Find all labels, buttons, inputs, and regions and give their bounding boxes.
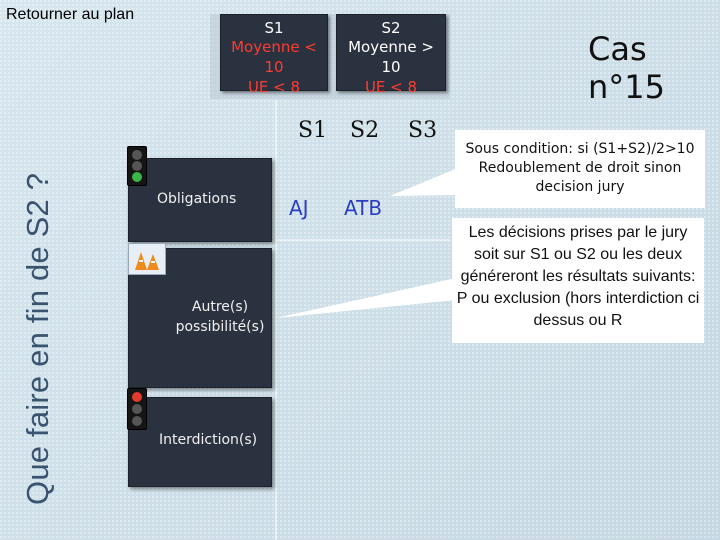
- traffic-light-icon: [127, 388, 147, 430]
- s2-header-box: [336, 14, 446, 96]
- case-label: Cas n°15: [588, 30, 665, 106]
- interdiction-panel: [128, 397, 272, 487]
- obligations-label: Obligations: [157, 191, 237, 207]
- obligation-s2-value: ATB: [344, 196, 383, 220]
- s2-header-average: Moyenne > 10: [348, 38, 434, 76]
- column-header-s2: S2: [350, 118, 380, 143]
- s1-header-box: [220, 14, 328, 96]
- jury-info-text: Les décisions prises par le jury soit sur S1 ou S2 ou les deux généreront les résultats suivants: P ou exclusion (hors interdiction ci dessus ou R: [456, 224, 700, 329]
- column-header-s3: S3: [408, 118, 438, 143]
- condition-note: Sous condition: si (S1+S2)/2>10 Redoublement de droit sinon decision jury: [465, 141, 695, 195]
- autres-label: Autre(s) possibilité(s): [175, 299, 265, 335]
- obligation-s1-value: AJ: [289, 196, 309, 220]
- s1-header-title: S1: [264, 19, 284, 37]
- back-to-plan-link[interactable]: Retourner au plan: [6, 6, 135, 23]
- interdiction-label: Interdiction(s): [159, 432, 258, 448]
- warning-cones-icon: [128, 243, 166, 275]
- s2-header-title: S2: [381, 19, 401, 37]
- obligations-panel: [128, 158, 272, 242]
- s1-header-average: Moyenne < 10: [231, 38, 317, 76]
- s1-header-ue: UE < 8: [247, 78, 301, 96]
- traffic-light-icon: [127, 146, 147, 186]
- side-title: Que faire en fin de S2 ?: [20, 172, 55, 505]
- s2-header-ue: UE < 8: [364, 78, 418, 96]
- column-header-s1: S1: [298, 118, 328, 143]
